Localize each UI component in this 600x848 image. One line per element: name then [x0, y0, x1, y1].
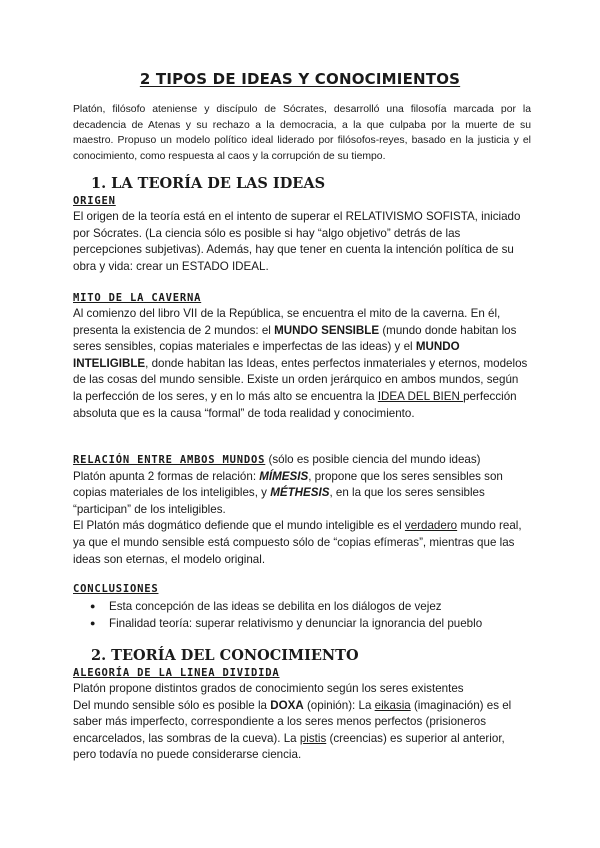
alegoria-text-2: Del mundo sensible sólo es posible la: [73, 698, 271, 712]
section-heading-ideas: 1. LA TEORÍA DE LAS IDEAS: [91, 175, 326, 192]
mito-text-1: Al comienzo del libro VII de la República, se encuentra el mito de la caverna. En él, presenta la existencia de 2 mundos: el: [73, 307, 501, 337]
mito-text-4: perfección absoluta que es la causa “formal” de toda realidad y conocimiento.: [73, 389, 517, 420]
alegoria-text-3: (opinión): La: [303, 698, 375, 712]
methesis-term: MÉTHESIS: [270, 486, 330, 500]
relacion-text-4: El Platón más dogmático defiende que el mundo inteligible es el: [73, 519, 405, 533]
relacion-paragraph: [73, 452, 529, 568]
conclusiones-list: [90, 598, 530, 632]
mito-text-2: (mundo donde habitan los seres sensibles, copias materiales e imperfectas de las ideas) y el: [73, 323, 517, 354]
alegoria-text-1: Platón propone distintos grados de conocimiento según los seres existentes: [73, 682, 464, 695]
eikasia-term: eikasia: [374, 698, 411, 712]
alegoria-text-4: (imaginación) es el saber más imperfecto, correspondiente a los seres menos perfectos (prisioneros encarcelados, las sombras de la cueva). La: [73, 698, 512, 745]
relacion-text-2: , propone que los seres sensibles son copias materiales de los inteligibles, y: [73, 469, 503, 500]
subheading-relacion: RELACIÓN ENTRE AMBOS MUNDOS: [73, 454, 266, 466]
subheading-origen: ORIGEN: [73, 195, 116, 207]
section-heading-conocimiento: 2. TEORÍA DEL CONOCIMIENTO: [91, 647, 359, 664]
list-item: ● Esta concepción de las ideas se debilita en los diálogos de vejez: [90, 598, 530, 615]
alegoria-paragraph: [73, 681, 529, 764]
subheading-alegoria: ALEGORÍA DE LA LINEA DIVIDIDA: [73, 667, 280, 679]
mundo-sensible-term: MUNDO SENSIBLE: [274, 323, 380, 337]
mundo-inteligible-term: MUNDO INTELIGIBLE: [73, 340, 460, 370]
mimesis-term: MÍMESIS: [259, 469, 309, 483]
relacion-text-3: , en la que los seres sensibles “participan” de los inteligibles.: [73, 486, 485, 516]
verdadero-term: verdadero: [404, 519, 458, 533]
subheading-mito-caverna: MITO DE LA CAVERNA: [73, 292, 202, 304]
pistis-term: pistis: [299, 731, 327, 745]
mito-text-3: , donde habitan las Ideas, entes perfectos inmateriales y eternos, modelos de las cosas del mundo sensible. Existe un orden jerárquico en ambos mundos, según la perfección de los seres, y en lo más alto se encuentra la: [73, 356, 528, 403]
doxa-term: DOXA: [270, 698, 304, 712]
relacion-note: (sólo es posible ciencia del mundo ideas): [265, 453, 481, 466]
page-title: [0, 70, 600, 88]
alegoria-text-5: (creencias) es superior al anterior, pero todavía no puede considerarse ciencia.: [73, 731, 505, 762]
subheading-conclusiones: CONCLUSIONES: [73, 583, 159, 595]
list-item: ● Finalidad teoría: superar relativismo y denunciar la ignorancia del pueblo: [90, 615, 530, 632]
idea-del-bien-term: IDEA DEL BIEN: [377, 389, 464, 403]
relacion-text-5: mundo real, ya que el mundo sensible está compuesto sólo de “copias efímeras”, mientras que las ideas son eternas, el modelo original.: [73, 519, 522, 566]
page-title-text: 2 TIPOS DE IDEAS Y CONOCIMIENTOS: [139, 70, 461, 88]
relacion-text-1: Platón apunta 2 formas de relación:: [73, 469, 260, 483]
mito-paragraph: [73, 306, 529, 422]
intro-paragraph: Platón, filósofo ateniense y discípulo de Sócrates, desarrolló una filosofía marcada por la decadencia de Atenas y su rechazo a la democracia, a la que culpaba por la muerte de su maestro. Propuso un modelo político ideal liderado por filósofos-reyes, basado en la justicia y el conocimiento, como respuesta al caos y la corrupción de su tiempo.: [73, 104, 531, 162]
origen-paragraph: El origen de la teoría está en el intento de superar el RELATIVISMO SOFISTA, iniciado por Sócrates. (La ciencia sólo es posible si hay “algo objetivo” detrás de las percepciones subjetivas). Además, hay que tener en cuenta la intención política de su obra y vida: crear un ESTADO IDEAL.: [73, 210, 521, 273]
